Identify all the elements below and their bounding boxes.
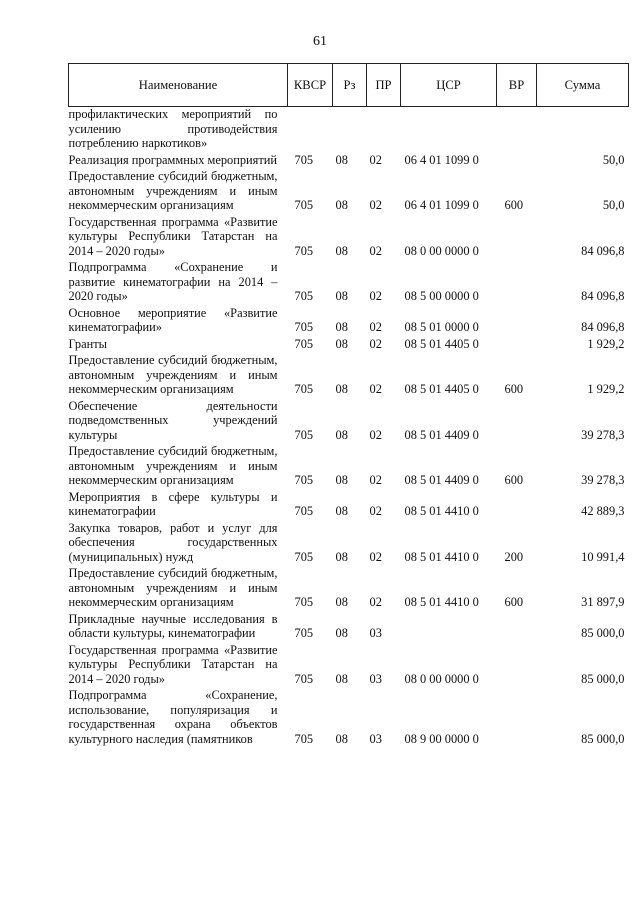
- cell-name: Прикладные научные исследования в области культуры, кинематографии: [68, 611, 278, 640]
- cell-rz: 08: [335, 473, 348, 487]
- table-row: [69, 688, 629, 748]
- cell-sum: 85 000,0: [581, 626, 625, 640]
- cell-name: Государственная программа «Развитие культуры Республики Татарстан на 2014 – 2020 годы»: [68, 214, 278, 258]
- cell-pr: 02: [369, 549, 382, 564]
- cell-kvsr: 705: [294, 504, 314, 518]
- cell-vr: 600: [504, 595, 524, 609]
- cell-sum: 39 278,3: [581, 473, 625, 487]
- cell-kvsr: 705: [294, 382, 314, 396]
- cell-sum: 50,0: [602, 152, 625, 167]
- cell-kvsr: [288, 107, 333, 153]
- cell-kvsr: 705: [294, 549, 314, 564]
- cell-csr: 08 5 01 4409 0: [404, 427, 479, 442]
- cell-vr: [497, 107, 537, 153]
- cell-vr: [497, 153, 537, 170]
- cell-kvsr: 705: [294, 289, 314, 303]
- cell-pr: 02: [369, 243, 382, 258]
- table-row: [69, 612, 629, 643]
- cell-name: Предоставление субсидий бюджетным, автономным учреждениям и иным некоммерческим организациям: [68, 169, 278, 212]
- cell-name: Подпрограмма «Сохранение и развитие кинематографии на 2014 – 2020 годы»: [68, 260, 278, 303]
- cell-vr: [497, 260, 537, 306]
- cell-vr: [497, 337, 537, 354]
- cell-csr: 08 0 00 0000 0: [404, 671, 479, 686]
- cell-csr: 08 0 00 0000 0: [404, 243, 479, 258]
- cell-rz: 08: [335, 243, 348, 258]
- cell-kvsr: 705: [294, 427, 314, 442]
- cell-sum: 50,0: [602, 198, 625, 212]
- cell-csr: 08 5 01 4410 0: [404, 504, 479, 518]
- header-sum: Сумма: [537, 64, 629, 107]
- cell-kvsr: 705: [294, 626, 314, 640]
- cell-pr: 03: [369, 731, 382, 746]
- cell-sum: 84 096,8: [581, 320, 625, 334]
- cell-name: Гранты: [68, 336, 107, 351]
- cell-kvsr: 705: [294, 336, 314, 351]
- cell-rz: 08: [335, 595, 348, 609]
- cell-sum: 85 000,0: [581, 671, 625, 686]
- cell-name: Предоставление субсидий бюджетным, автономным учреждениям и иным некоммерческим организациям: [68, 566, 278, 609]
- cell-pr: 02: [369, 152, 382, 167]
- cell-csr: [401, 612, 497, 643]
- header-name: Наименование: [69, 64, 288, 107]
- table-row: [69, 353, 629, 399]
- cell-rz: 08: [335, 671, 348, 686]
- cell-pr: 02: [369, 289, 382, 303]
- table-row: [69, 306, 629, 337]
- cell-csr: 06 4 01 1099 0: [404, 152, 479, 167]
- cell-sum: 85 000,0: [581, 731, 625, 746]
- cell-sum: 1 929,2: [587, 336, 625, 351]
- table-row: [69, 521, 629, 567]
- cell-sum: 10 991,4: [581, 549, 625, 564]
- cell-csr: 08 9 00 0000 0: [404, 731, 479, 746]
- cell-pr: 03: [369, 671, 382, 686]
- cell-rz: 08: [335, 336, 348, 351]
- cell-csr: [401, 107, 497, 153]
- table-row: [69, 643, 629, 689]
- cell-kvsr: 705: [294, 595, 314, 609]
- cell-name: Закупка товаров, работ и услуг для обеспечения государственных (муниципальных) нужд: [68, 520, 278, 564]
- cell-pr: 02: [369, 427, 382, 442]
- table-header-row: [69, 64, 629, 107]
- cell-csr: 08 5 01 4405 0: [404, 382, 479, 396]
- cell-sum: 39 278,3: [581, 427, 625, 442]
- cell-pr: 02: [369, 382, 382, 396]
- header-pr: ПР: [367, 64, 401, 107]
- table-row: [69, 107, 629, 153]
- budget-table: [68, 63, 629, 748]
- cell-sum: [537, 107, 629, 153]
- cell-kvsr: 705: [294, 152, 314, 167]
- cell-rz: [333, 107, 367, 153]
- header-vr: ВР: [497, 64, 537, 107]
- cell-name: Основное мероприятие «Развитие кинематографии»: [68, 305, 278, 334]
- cell-vr: [497, 306, 537, 337]
- cell-rz: 08: [335, 731, 348, 746]
- cell-kvsr: 705: [294, 473, 314, 487]
- table-row: [69, 490, 629, 521]
- cell-rz: 08: [335, 320, 348, 334]
- cell-csr: 08 5 01 4410 0: [404, 595, 479, 609]
- cell-csr: 08 5 01 0000 0: [404, 320, 479, 334]
- cell-rz: 08: [335, 152, 348, 167]
- cell-name: Предоставление субсидий бюджетным, автономным учреждениям и иным некоммерческим организациям: [68, 353, 278, 396]
- cell-pr: 02: [369, 336, 382, 351]
- cell-rz: 08: [335, 549, 348, 564]
- cell-pr: 02: [369, 198, 382, 212]
- cell-name: Подпрограмма «Сохранение, использование, популяризация и государственная охрана объектов культурного наследия (памятников: [68, 688, 278, 746]
- cell-rz: 08: [335, 504, 348, 518]
- cell-vr: 600: [504, 473, 524, 487]
- table-row: [69, 399, 629, 445]
- cell-pr: 02: [369, 473, 382, 487]
- header-kvsr: КВСР: [288, 64, 333, 107]
- cell-rz: 08: [335, 198, 348, 212]
- cell-name: Мероприятия в сфере культуры и кинематографии: [68, 489, 278, 518]
- cell-kvsr: 705: [294, 671, 314, 686]
- cell-rz: 08: [335, 382, 348, 396]
- cell-name: профилактических мероприятий по усилению противодействия потреблению наркотиков»: [68, 107, 278, 150]
- cell-vr: [497, 490, 537, 521]
- table-row: [69, 566, 629, 612]
- cell-vr: [497, 643, 537, 689]
- cell-name: Реализация программных мероприятий: [68, 152, 278, 167]
- cell-vr: 600: [504, 382, 524, 396]
- cell-csr: 06 4 01 1099 0: [404, 198, 479, 212]
- cell-pr: [367, 107, 401, 153]
- table-row: [69, 260, 629, 306]
- table-row: [69, 337, 629, 354]
- cell-kvsr: 705: [294, 320, 314, 334]
- page-number: 61: [313, 34, 327, 49]
- cell-csr: 08 5 01 4409 0: [404, 473, 479, 487]
- cell-sum: 84 096,8: [581, 243, 625, 258]
- cell-vr: 600: [504, 198, 524, 212]
- cell-kvsr: 705: [294, 731, 314, 746]
- cell-sum: 1 929,2: [587, 382, 625, 396]
- cell-name: Государственная программа «Развитие культуры Республики Татарстан на 2014 – 2020 годы»: [68, 642, 278, 686]
- cell-kvsr: 705: [294, 198, 314, 212]
- cell-rz: 08: [335, 427, 348, 442]
- table-row: [69, 169, 629, 215]
- cell-vr: [497, 612, 537, 643]
- table-row: [69, 215, 629, 261]
- cell-name: Обеспечение деятельности подведомственных учреждений культуры: [68, 398, 278, 442]
- cell-pr: 02: [369, 320, 382, 334]
- cell-kvsr: 705: [294, 243, 314, 258]
- cell-name: Предоставление субсидий бюджетным, автономным учреждениям и иным некоммерческим организациям: [68, 444, 278, 487]
- cell-rz: 08: [335, 289, 348, 303]
- table-row: [69, 153, 629, 170]
- header-csr: ЦСР: [401, 64, 497, 107]
- cell-vr: [497, 215, 537, 261]
- cell-csr: 08 5 01 4405 0: [404, 336, 479, 351]
- cell-vr: [497, 399, 537, 445]
- cell-pr: 02: [369, 595, 382, 609]
- cell-pr: 02: [369, 504, 382, 518]
- cell-vr: [497, 688, 537, 748]
- header-rz: Рз: [333, 64, 367, 107]
- cell-sum: 31 897,9: [581, 595, 625, 609]
- cell-pr: 03: [369, 626, 382, 640]
- cell-csr: 08 5 01 4410 0: [404, 549, 479, 564]
- cell-sum: 84 096,8: [581, 289, 625, 303]
- cell-csr: 08 5 00 0000 0: [404, 289, 479, 303]
- cell-rz: 08: [335, 626, 348, 640]
- cell-vr: 200: [504, 549, 524, 564]
- table-row: [69, 444, 629, 490]
- cell-sum: 42 889,3: [581, 504, 625, 518]
